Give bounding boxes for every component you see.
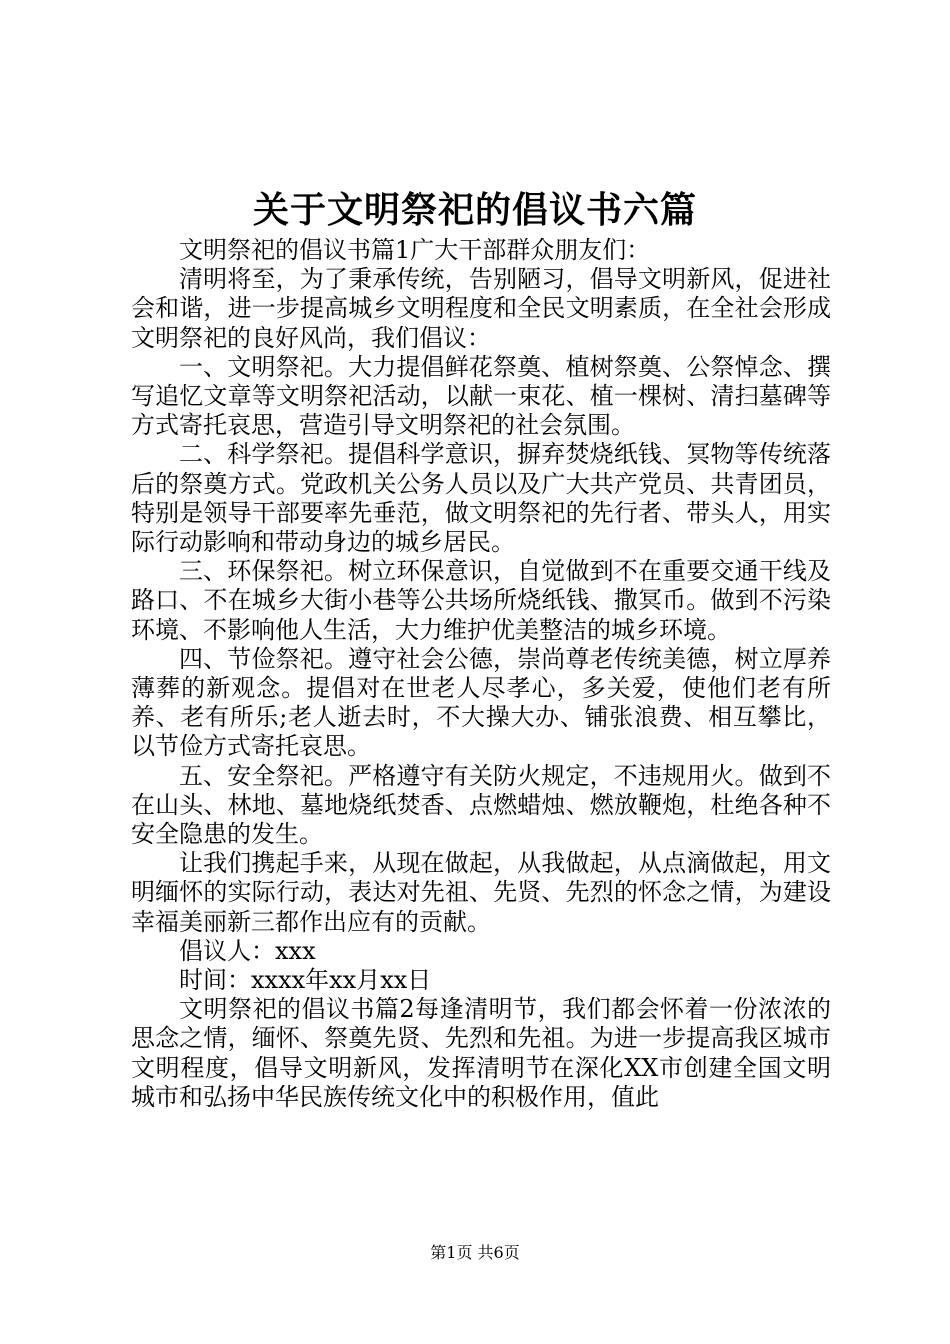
document-title: 关于文明祭祀的倡议书六篇 <box>252 189 697 231</box>
paragraph-intro: 清明将至，为了秉承传统，告别陋习，倡导文明新风，促进社会和谐，进一步提高城乡文明程度和全民文明素质，在全社会形成文明祭祀的良好风尚，我们倡议： <box>131 265 831 352</box>
paragraph-signer: 倡议人：xxx <box>179 936 316 965</box>
paragraph-salutation: 文明祭祀的倡议书篇1广大干部群众朋友们： <box>179 236 651 264</box>
paragraph-item-1: 一、文明祭祀。大力提倡鲜花祭奠、植树祭奠、公祭悼念、撰写追忆文章等文明祭祀活动，以献一束花、植一棵树、清扫墓碑等方式寄托哀思，营造引导文明祭祀的社会氛围。 <box>131 352 831 440</box>
document-body <box>131 236 831 1112</box>
paragraph-date: 时间：xxxx年xx月xx日 <box>179 966 432 995</box>
paragraph-item-5: 五、安全祭祀。严格遵守有关防火规定，不违规用火。做到不在山头、林地、墓地烧纸焚香、点燃蜡烛、燃放鞭炮，杜绝各种不安全隐患的发生。 <box>131 761 831 849</box>
paragraph-section-2: 文明祭祀的倡议书篇2每逢清明节，我们都会怀着一份浓浓的思念之情，缅怀、祭奠先贤、先烈和先祖。为进一步提高我区城市文明程度，倡导文明新风，发挥清明节在深化XX市创建全国文明城市和弘扬中华民族传统文化中的积极作用，值此 <box>131 995 831 1111</box>
page-footer: 第1页 共6页 <box>430 1243 520 1262</box>
paragraph-item-2: 二、科学祭祀。提倡科学意识，摒弃焚烧纸钱、冥物等传统落后的祭奠方式。党政机关公务人员以及广大共产党员、共青团员，特别是领导干部要率先垂范，做文明祭祀的先行者、带头人，用实际行动影响和带动身边的城乡居民。 <box>131 440 831 557</box>
paragraph-closing: 让我们携起手来，从现在做起，从我做起，从点滴做起，用文明缅怀的实际行动，表达对先祖、先贤、先烈的怀念之情，为建设幸福美丽新三都作出应有的贡献。 <box>131 849 831 936</box>
paragraph-item-4: 四、节俭祭祀。遵守社会公德，崇尚尊老传统美德，树立厚养薄葬的新观念。提倡对在世老人尽孝心，多关爱，使他们老有所养、老有所乐;老人逝去时，不大操大办、铺张浪费、相互攀比，以节俭方式寄托哀思。 <box>131 644 831 761</box>
paragraph-item-3: 三、环保祭祀。树立环保意识，自觉做到不在重要交通干线及路口、不在城乡大街小巷等公共场所烧纸钱、撒冥币。做到不污染环境、不影响他人生活，大力维护优美整洁的城乡环境。 <box>131 557 831 644</box>
